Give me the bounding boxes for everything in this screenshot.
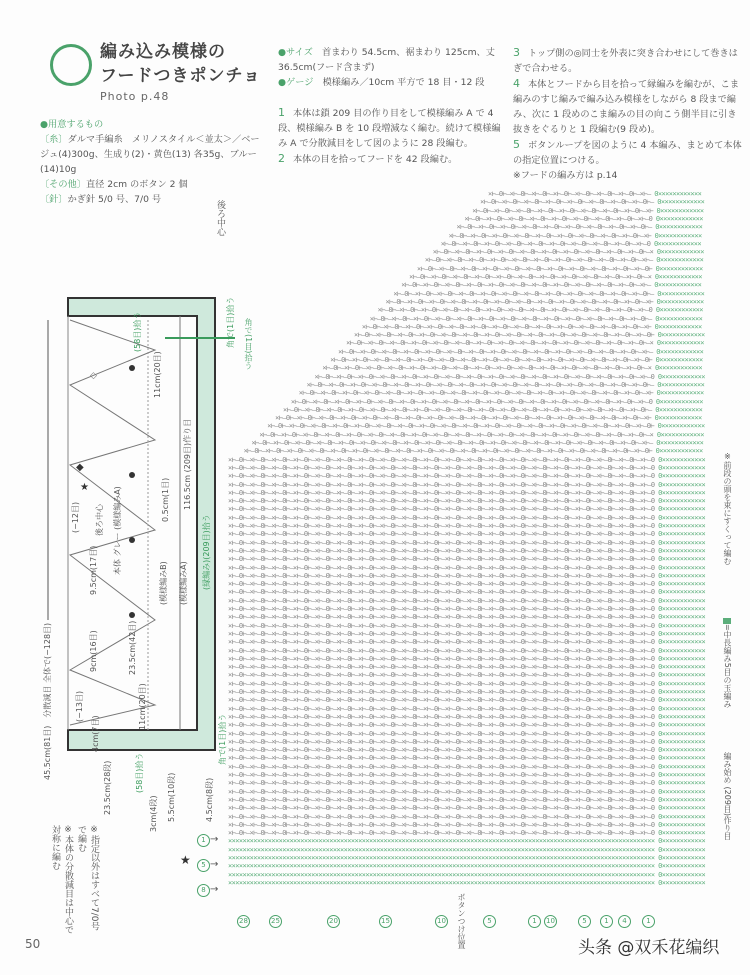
chart-row: ×⊢—0⊢—×⊢—0⊢—×⊢—0⊢—×⊢—0⊢—×⊢—0⊢—×⊢—0⊢—×⊢—0⊢—×⊢—0⊢—×⊢—0⊢—×⊢—0⊢—×⊢—0⊢—×⊢—0⊢—×⊢—0⊢—×⊢—0⊢—×⊢—0⊢—×⊢—0⊢—×⊢—0⊢—×⊢—0⊢—×⊢—0⊢—×⊢—0 0××××××××××××	[228, 712, 706, 721]
notes	[48, 825, 100, 935]
chart-row: ×⊢—0⊢—×⊢—0⊢—×⊢—0⊢—×⊢—0⊢—×⊢—0⊢—×⊢—0⊢—×⊢—0⊢—×⊢—0⊢—×⊢—0⊢—×⊢—0⊢—×⊢—0⊢—×⊢—0⊢—×⊢—0⊢—×⊢—0⊢—×⊢—0⊢—×⊢—0⊢—×⊢—0⊢—×⊢—0⊢—×⊢—0⊢—×⊢—0 0××××××××××××	[228, 820, 706, 829]
stitch-chart	[228, 190, 718, 890]
corner-bottom: 角で(1目)拾う	[218, 713, 227, 765]
row-number: 5	[483, 915, 496, 928]
pattern-b-label: (模様編みB)	[159, 561, 168, 605]
chart-row: ×⊢—0⊢—×⊢—0⊢—×⊢—0⊢—×⊢—0⊢—×⊢—0⊢—×⊢—0⊢—×⊢—0⊢—×⊢—0⊢—×⊢—0⊢—×⊢—0⊢—×⊢—0⊢—×⊢—0⊢—×⊢—0⊢—×⊢—0⊢—×⊢—0⊢—×⊢—0⊢—×⊢—0⊢—×⊢—0⊢—× 0××××××××××××	[259, 430, 704, 439]
title-line-2: フードつきポンチョ	[100, 66, 261, 86]
chart-row: ×⊢—0⊢—×⊢—0⊢—×⊢—0⊢—×⊢—0⊢—×⊢—0⊢—×⊢—0⊢—×⊢—0⊢—×⊢—0⊢—×⊢—0⊢—×⊢—0⊢—×⊢—0⊢—×⊢—0⊢—×⊢—0⊢—×⊢—0⊢—×⊢—0⊢—×⊢—0⊢—×⊢—0⊢—×⊢—0⊢—×⊢—0⊢—×⊢—0 0××××××××××××	[228, 729, 706, 738]
row-number: 1	[197, 834, 210, 847]
hood-note: ※フードの編み方は p.14	[513, 170, 618, 181]
schematic-diagram	[20, 290, 235, 835]
chart-row: ×⊢—0⊢—×⊢—0⊢—×⊢—0⊢—×⊢—0⊢—×⊢—0⊢—×⊢—0⊢—×⊢—0⊢—×⊢—0⊢—×⊢—0 0××××××××××××	[464, 214, 703, 223]
step-number: 2	[278, 152, 285, 165]
row-number: 10	[435, 915, 448, 928]
chart-row: ×⊢—0⊢—×⊢—0⊢—×⊢—0⊢—×⊢—0⊢—×⊢—0⊢—×⊢—0⊢—×⊢—0⊢—×⊢—0⊢—×⊢—0⊢—×⊢—0⊢—×⊢—0⊢—×⊢—0⊢—×⊢—0⊢—×⊢—0⊢—×⊢—0⊢—×⊢—0⊢—×⊢—0⊢—×⊢—0⊢—×⊢—0⊢—×⊢—0 0××××××××××××	[228, 588, 706, 597]
corner-top: 角で(1目)拾う	[226, 296, 235, 348]
chart-row: ×⊢—0⊢—×⊢—0⊢—×⊢—0⊢—×⊢—0⊢—×⊢—0⊢—×⊢—0⊢—×⊢—0⊢—×⊢—0⊢—×⊢—0⊢—×⊢—0⊢—×⊢—0⊢—×⊢—0⊢—×⊢—0⊢—×⊢—0⊢—×⊢—0⊢—×⊢—0⊢—×⊢—0⊢—×⊢—0⊢—×⊢—0⊢—×⊢—0 0××××××××××××	[228, 829, 706, 838]
chart-row: ×⊢—0⊢—×⊢—0⊢—×⊢—0⊢—×⊢—0⊢—×⊢—0⊢—×⊢—0⊢—×⊢—0⊢—×⊢—0⊢—×⊢—0⊢—×⊢—0⊢—×⊢—0⊢—×⊢—0⊢—×⊢—0⊢—×⊢—0⊢—×⊢—0⊢—×⊢—0⊢—×⊢—0⊢—×⊢—0⊢—×⊢—0⊢—×⊢—0 0××××××××××××	[228, 721, 706, 730]
chart-row: ×⊢—0⊢—×⊢—0⊢—×⊢—0⊢—×⊢—0⊢—×⊢—0⊢—×⊢—0⊢—×⊢—0⊢—×⊢—0⊢—×⊢—0⊢—×⊢—0⊢—×⊢—0⊢—×⊢—0⊢—×⊢—0⊢—×⊢—0⊢—×⊢—0⊢—×⊢—0⊢—×⊢—0⊢—×⊢—0⊢—×⊢—0⊢—×⊢—0 0××××××××××××	[228, 571, 706, 580]
chart-row: ×⊢—0⊢—×⊢—0⊢—×⊢—0⊢—×⊢—0⊢—×⊢—0⊢—×⊢—0⊢—×⊢—0⊢—×⊢—0⊢—×⊢—0⊢—×⊢—0⊢—×⊢—0⊢—×⊢—0⊢—×⊢—0⊢—×⊢—0⊢—×⊢—0⊢ 0××××××××××××	[330, 356, 703, 364]
chart-row: ×⊢—0⊢—×⊢—0⊢—×⊢—0⊢—×⊢—0⊢—×⊢—0⊢—×⊢—0⊢—×⊢—0⊢—×⊢—0⊢—×⊢—0⊢—×⊢—0⊢—×⊢—0⊢—×⊢—0⊢—×⊢—0⊢—×⊢—0⊢—×⊢—0⊢—×⊢—0⊢—×⊢—0⊢—×⊢—0⊢—×⊢—0⊢—×⊢—0 0××××××××××××	[228, 663, 706, 672]
chart-row: ×⊢—0⊢—×⊢—0⊢—×⊢—0⊢—×⊢—0⊢—×⊢—0⊢—×⊢—0⊢—×⊢—0⊢—×⊢—0⊢—×⊢—0⊢—×⊢—0⊢—×⊢—0⊢—×⊢—0⊢—×⊢—0⊢—×⊢—0⊢—×⊢—0⊢—×⊢—0⊢—×⊢—0⊢—×⊢ 0××××××××××××	[275, 414, 702, 423]
other-label: 〔その他〕	[40, 179, 86, 190]
chart-row: ×⊢—0⊢—×⊢—0⊢—×⊢—0⊢—×⊢—0⊢—×⊢—0⊢—×⊢—0⊢—×⊢—0⊢—×⊢—0⊢—×⊢—0⊢—×⊢—0⊢—×⊢—0⊢—×⊢—0⊢—×⊢—0⊢—×⊢—0⊢—×⊢—0⊢—×⊢—0⊢—×⊢—0⊢—×⊢—0⊢—×⊢—0⊢—×⊢—0 0××××××××××××	[228, 679, 706, 688]
yarn-text: ダルマ手編糸 メリノスタイル＜並太＞／ベージュ(4)300g、生成り(2)・黄色(13) 各35g、ブルー(14)10g	[40, 134, 260, 175]
height-4-5: 4.5cm(8段)	[205, 777, 214, 822]
height-23-5: 23.5cm(28段)	[103, 760, 112, 815]
total-width: 45.5cm(81目) 分散減目 全体で(−128目)	[43, 622, 52, 780]
chart-row: ×⊢—0⊢—×⊢—0⊢—×⊢—0⊢—×⊢—0⊢—×⊢—0⊢—×⊢—0⊢—×⊢—0⊢—×⊢—0⊢—×⊢—0⊢—×⊢—0⊢—×⊢—0⊢—×⊢—0⊢—×⊢—0⊢—×⊢—0⊢—×⊢—0⊢—×⊢—0⊢—×⊢—0⊢—×⊢—0⊢—×⊢—0⊢—×⊢—0 0××××××××××××	[228, 787, 706, 796]
decrease-12: (−12目)	[71, 501, 80, 533]
height-5-5: 5.5cm(10段)	[167, 772, 176, 822]
row-marker	[528, 908, 541, 928]
chart-row: ×××××××××××××××××××××××××××××××××××××××××××××××××××××××××××××××××××××××××××××××××××××××××××××××××××××××××××××××××××××× 0××××××××××××	[228, 837, 706, 846]
decrease-13: (−13目)	[75, 690, 84, 722]
step-text: 本体の目を拾ってフードを 42 段編む。	[293, 154, 458, 165]
chart-row: ×⊢—0⊢—×⊢—0⊢—×⊢—0⊢—×⊢—0⊢—×⊢—0⊢—×⊢—0⊢—×⊢—0⊢—×⊢— 0××××××××××××	[488, 190, 702, 198]
chart-row: ×⊢—0⊢—×⊢—0⊢—×⊢—0⊢—×⊢—0⊢—×⊢—0⊢—×⊢—0⊢—×⊢—0⊢—×⊢—0⊢—×⊢—0⊢—×⊢—0⊢—×⊢—0⊢—×⊢—0⊢—×⊢—0⊢—×⊢—0⊢—×⊢—0⊢—×⊢—0⊢—×⊢—0⊢—×⊢—0⊢—×⊢—0⊢—×⊢—0 0××××××××××××	[228, 746, 706, 755]
width-11-bottom: 11cm(20目)	[138, 683, 147, 730]
chart-row: ×⊢—0⊢—×⊢—0⊢—×⊢—0⊢—×⊢—0⊢—×⊢—0⊢—×⊢—0⊢—×⊢—0⊢—×⊢—0⊢—×⊢—0⊢—×⊢—0⊢—×⊢—0⊢—×⊢—0⊢—×⊢—0⊢—×⊢—0⊢—×⊢—0⊢—×⊢—0⊢—×⊢—0⊢— 0××××××××××××	[282, 405, 703, 414]
step-text: トップ側の◎同士を外表に突き合わせにして巻きはぎで合わせる。	[513, 48, 738, 74]
chart-row: ×⊢—0⊢—×⊢—0⊢—×⊢—0⊢—×⊢—0⊢—×⊢—0⊢—×⊢—0⊢—×⊢—0⊢—×⊢—0⊢—×⊢—0⊢—×⊢—0⊢—×⊢—0⊢—×⊢—0⊢—×⊢—0⊢—×⊢—0⊢—×⊢—0⊢—×⊢—0⊢—×⊢—0⊢—×⊢—0⊢—×⊢—0⊢—×⊢—0 0××××××××××××	[228, 654, 706, 663]
row-number: 5	[578, 915, 591, 928]
chart-row: ×⊢—0⊢—×⊢—0⊢—×⊢—0⊢—×⊢—0⊢—×⊢—0⊢—×⊢—0⊢—×⊢—0⊢—×⊢—0⊢—×⊢—0⊢—×⊢—0⊢—×⊢—0⊢—×⊢—0⊢—×⊢—0⊢—×⊢—0⊢—×⊢—0⊢—×⊢—0⊢—×⊢—0⊢—×⊢—0⊢—×⊢—0⊢—×⊢—0 0××××××××××××	[228, 812, 706, 821]
width-9-5: 9.5cm(17目)	[89, 545, 98, 595]
chart-row: ×⊢—0⊢—×⊢—0⊢—×⊢—0⊢—×⊢—0⊢—×⊢—0⊢—×⊢—0⊢—×⊢—0⊢—×⊢—0⊢—×⊢—0⊢—×⊢—0⊢—×⊢—0⊢—×⊢—0⊢—×⊢—0⊢—×⊢—0⊢—×⊢—0⊢—×⊢—0⊢—×⊢—0⊢—×⊢—0⊢—×⊢—0⊢—×⊢—0 0××××××××××××	[228, 779, 706, 788]
chart-stitch-note: ※前段の頭を束にすくって編む	[723, 452, 732, 565]
note: ※指定以外はすべて7/0号で編む	[76, 825, 99, 931]
button-position-label: ボタンつけ位置	[457, 893, 466, 949]
chart-row: ×⊢—0⊢—×⊢—0⊢—×⊢—0⊢—×⊢—0⊢—×⊢—0⊢—×⊢—0⊢—×⊢—0⊢—×⊢—0⊢—×⊢—0⊢—×⊢—0⊢—×⊢—0⊢—×⊢—0⊢—×⊢—0⊢—×⊢—0⊢—×⊢—0⊢—×⊢—0⊢—×⊢—0⊢—×⊢—0⊢—×⊢—0⊢—×⊢—0 0××××××××××××	[228, 771, 706, 779]
chart-row: ×⊢—0⊢—×⊢—0⊢—×⊢—0⊢—×⊢—0⊢—×⊢—0⊢—×⊢—0⊢—×⊢—0⊢—×⊢—0⊢—×⊢—0⊢—×⊢—0⊢—×⊢—0⊢—×⊢—0⊢—×⊢—0⊢—×⊢—0⊢—×⊢—0⊢—×⊢—0⊢—×⊢—0⊢—×⊢—0⊢—×⊢—0⊢—×⊢—0 0××××××××××××	[228, 754, 706, 763]
row-number: 4	[618, 915, 631, 928]
page-number: 50	[25, 937, 41, 951]
row-number: 15	[379, 915, 392, 928]
chart-row: ×⊢—0⊢—×⊢—0⊢—×⊢—0⊢—×⊢—0⊢—×⊢—0⊢—×⊢—0⊢—×⊢—0⊢—×⊢—0⊢—×⊢—0⊢—×⊢—0⊢—×⊢—0⊢—×⊢—0⊢—×⊢—0⊢—×⊢—0⊢—×⊢—0⊢—×⊢—0⊢—×⊢—0⊢—×⊢—0⊢—×⊢—0⊢—×⊢—0 0××××××××××××	[228, 538, 706, 547]
row-marker: 5 →	[197, 852, 218, 877]
open-diamond-icon: ◇	[90, 371, 97, 381]
chart-row: ×⊢—0⊢—×⊢—0⊢—×⊢—0⊢—×⊢—0⊢—×⊢—0⊢—×⊢—0⊢—×⊢—0⊢—×⊢—0⊢—×⊢—0⊢—×⊢—0⊢—×⊢—0⊢—×⊢—0⊢—×⊢—0⊢—×⊢—0⊢—×⊢—0⊢—×⊢—0⊢—×⊢—0⊢—×⊢—0⊢—×⊢—0⊢—×⊢—0 0××××××××××××	[228, 621, 706, 630]
chart-row: ×⊢—0⊢—×⊢—0⊢—×⊢—0⊢—×⊢—0⊢—×⊢—0⊢—×⊢—0⊢—×⊢—0⊢—×⊢—0⊢—×⊢—0⊢—×⊢—0⊢—×⊢—0⊢—×⊢—0⊢—×⊢—0⊢—×⊢—0⊢—×⊢—0⊢—×⊢—0⊢—×⊢—0⊢—×⊢—0⊢ 0××××××××××××	[267, 422, 705, 431]
star-mark-icon: ★	[80, 482, 89, 493]
chart-row: ×⊢—0⊢—×⊢—0⊢—×⊢—0⊢—×⊢—0⊢—×⊢—0⊢—×⊢—0⊢—×⊢—0⊢—×⊢—0⊢—×⊢—0⊢—×⊢—0⊢—×⊢—0⊢—×⊢—0⊢—×⊢—0⊢—×⊢—0⊢—×⊢—0⊢—×⊢—0⊢—×⊢—0⊢—×⊢—0⊢—×⊢—0⊢—×⊢—0 0××××××××××××	[228, 455, 706, 464]
chart-row: ×⊢—0⊢—×⊢—0⊢—×⊢—0⊢—×⊢—0⊢—×⊢—0⊢—×⊢—0⊢—×⊢—0⊢—×⊢—0⊢—×⊢—0⊢—×⊢—0⊢—×⊢—0⊢—×⊢—0⊢—×⊢—0⊢—×⊢—0⊢—×⊢—0⊢—×⊢—0⊢—×⊢—0⊢—×⊢—0⊢—×⊢—0⊢—×⊢—0 0××××××××××××	[228, 762, 706, 771]
row-marker	[269, 908, 282, 928]
chart-row: ×⊢—0⊢—×⊢—0⊢—×⊢—0⊢—×⊢—0⊢—×⊢—0⊢—×⊢—0⊢—×⊢—0⊢—×⊢—0⊢—×⊢—0⊢—×⊢—0⊢—×⊢—0⊢—×⊢—0⊢—×⊢—0⊢—×⊢—0⊢—×⊢—0⊢—×⊢—0⊢—×⊢—0⊢—×⊢—0⊢—×⊢—0⊢—×⊢—0 0××××××××××××	[228, 488, 706, 497]
edging-band	[68, 298, 215, 750]
chart-row: ×⊢—0⊢—×⊢—0⊢—×⊢—0⊢—×⊢—0⊢—×⊢—0⊢—×⊢—0⊢—×⊢—0⊢—×⊢—0⊢—×⊢—0⊢—×⊢—0⊢—×⊢—0⊢—×⊢—0⊢—×⊢—0⊢—×⊢—0⊢—×⊢—0⊢—×⊢—0⊢—×⊢—0⊢—×⊢—0⊢—×⊢—0⊢—×⊢—0 0××××××××××××	[228, 629, 706, 638]
chart-row: ×⊢—0⊢—×⊢—0⊢—×⊢—0⊢—×⊢—0⊢—×⊢—0⊢—×⊢—0⊢—×⊢—0⊢—×⊢—0⊢—×⊢—0⊢—×⊢—0⊢—×⊢—0⊢ 0××××××××××××	[417, 264, 703, 273]
row-number: 1	[528, 915, 541, 928]
chart-row: ×⊢—0⊢—×⊢—0⊢—×⊢—0⊢—×⊢—0⊢—×⊢—0⊢—×⊢—0⊢—×⊢—0⊢—×⊢—0⊢—×⊢—0⊢—×⊢—0⊢—×⊢—0⊢—×⊢—0⊢—×⊢—0⊢—×⊢—0⊢—×⊢—0⊢—×⊢—0⊢—×⊢—0⊢—×⊢—0⊢—×⊢—0⊢—×⊢—0 0××××××××××××	[228, 555, 706, 564]
step	[278, 105, 508, 151]
puff-legend	[722, 618, 733, 708]
step	[278, 151, 508, 167]
step-text: 本体は鎖 209 目の作り目をして模様編み A で 4 段、模様編み B を 10 段増減なく編む。続けて模様編み A で分散減目をして図のように 28 段編む。	[278, 108, 501, 149]
chart-row: ×⊢—0⊢—×⊢—0⊢—×⊢—0⊢—×⊢—0⊢—×⊢—0⊢—×⊢—0⊢—×⊢—0⊢—×⊢—0⊢—×⊢—0⊢—×⊢—0⊢—×⊢—0⊢—×⊢—0⊢—×⊢—0⊢—×⊢—0⊢—×⊢—0⊢—×⊢—0⊢—×⊢—0⊢—×⊢—0⊢—×⊢—0⊢—×⊢—0 0××××××××××××	[228, 497, 706, 506]
yarn	[40, 132, 265, 177]
steps-column	[513, 45, 743, 183]
specs-column	[278, 45, 508, 167]
gauge-label: ●ゲージ	[278, 77, 314, 88]
button-mark-icon	[129, 537, 135, 543]
chart-row: ×⊢—0⊢—×⊢—0⊢—×⊢—0⊢—×⊢—0⊢—×⊢—0⊢—×⊢—0⊢—×⊢—0⊢—×⊢—0⊢—×⊢—0⊢—×⊢—0⊢—×⊢—0⊢—×⊢—0⊢—×⊢—0⊢— 0××××××××××××	[369, 314, 703, 323]
row-number: 25	[269, 915, 282, 928]
step-number: 1	[278, 106, 285, 119]
row-marker	[237, 908, 250, 928]
chart-row: ×××××××××××××××××××××××××××××××××××××××××××××××××××××××××××××××××××××××××××××××××××××××××××××××××××××××××××××××××××××× 0××××××××××××	[228, 878, 706, 887]
chart-row: ×⊢—0⊢—×⊢—0⊢—×⊢—0⊢—×⊢—0⊢—×⊢—0⊢—×⊢—0⊢—×⊢—0⊢—×⊢—0⊢—×⊢—0⊢—×⊢—0⊢—×⊢—0⊢—×⊢—0⊢—×⊢—0⊢—×⊢—0⊢—×⊢—0⊢—×⊢—0⊢—×⊢—0⊢—×⊢—0⊢—×⊢—0⊢—×⊢—0 0××××××××××××	[228, 472, 706, 481]
row-number: 8	[197, 884, 210, 897]
row-marker	[435, 908, 448, 928]
row-number: 5	[197, 859, 210, 872]
chart-row: ×⊢—0⊢—×⊢—0⊢—×⊢—0⊢—×⊢—0⊢—×⊢—0⊢—×⊢—0⊢—×⊢—0⊢—×⊢—0⊢—×⊢—0⊢—×⊢—0⊢—×⊢—0⊢—×⊢—0⊢—×⊢—0⊢—×⊢—0⊢—×⊢—0⊢—×⊢—0⊢—×⊢—0⊢—×⊢—0⊢—×⊢—0⊢—×⊢—0 0××××××××××××	[228, 696, 706, 705]
body-label: 本体 グレー (模様編みA)	[113, 486, 122, 575]
chart-row: ×⊢—0⊢—×⊢—0⊢—×⊢—0⊢—×⊢—0⊢—×⊢—0⊢—×⊢—0⊢—×⊢—0⊢—×⊢—0⊢—×⊢—0⊢—×⊢—0⊢—×⊢—0⊢—×⊢—0⊢—×⊢—0⊢—×⊢—0⊢—×⊢—0⊢—×⊢—0⊢—×⊢—0⊢—×⊢—0⊢—×⊢—0⊢—×⊢—0 0××××××××××××	[228, 596, 706, 605]
height-3: 3cm(4段)	[149, 795, 158, 832]
needle-text: かぎ針 5/0 号、7/0 号	[67, 194, 162, 205]
chart-row: ×⊢—0⊢—×⊢—0⊢—×⊢—0⊢—×⊢—0⊢—×⊢—0⊢—×⊢—0⊢—×⊢—0⊢—×⊢—0⊢—×⊢—0⊢—×⊢—0⊢—×⊢—0⊢—×⊢—0⊢—×⊢—0⊢—×⊢—0⊢—×⊢—0⊢—×⊢—0⊢—×⊢—0⊢—×⊢—0⊢—×⊢—0⊢—×⊢—0 0××××××××××××	[228, 546, 706, 555]
title-line-1: 編み込み模様の	[100, 42, 226, 62]
chart-row: ×⊢—0⊢—×⊢—0⊢—×⊢—0⊢—×⊢—0⊢—×⊢—0⊢—×⊢—0⊢—×⊢—0⊢—×⊢—0⊢—×⊢—0⊢—×⊢—0⊢—×⊢—0⊢—×⊢—0⊢—×⊢—0⊢—×⊢—0⊢—×⊢—0⊢—×⊢—0⊢—×⊢—0⊢—×⊢—0⊢—×⊢—0⊢—×⊢—0 0××××××××××××	[228, 671, 706, 680]
width-4: 4cm(7目)	[91, 715, 100, 752]
chart-row: ×⊢—0⊢—×⊢—0⊢—×⊢—0⊢—×⊢—0⊢—×⊢—0⊢—×⊢—0⊢—×⊢—0⊢—×⊢—0⊢—×⊢—0⊢—×⊢—0⊢—×⊢—0⊢—×⊢—0⊢—×⊢—0⊢—×⊢—0⊢—×⊢—0⊢—×⊢—0⊢—×⊢—0⊢—×⊢—0⊢—×⊢— 0××××××××××××	[251, 439, 704, 447]
chart-row: ×⊢—0⊢—×⊢—0⊢—×⊢—0⊢—×⊢—0⊢—×⊢—0⊢—×⊢—0⊢—×⊢—0⊢—×⊢—0⊢—×⊢—0⊢—×⊢—0⊢—×⊢—0⊢—×⊢—0⊢—×⊢—0⊢—×⊢—0⊢—×⊢—0⊢—×⊢—0⊢—×⊢—0⊢—×⊢—0⊢—×⊢—0⊢—×⊢—0 0××××××××××××	[228, 646, 706, 655]
yarn-label: 〔糸〕	[40, 134, 68, 145]
chart-row: ×××××××××××××××××××××××××××××××××××××××××××××××××××××××××××××××××××××××××××××××××××××××××××××××××××××××××××××××××××××× 0××××××××××××	[228, 862, 706, 871]
chart-row: ×⊢—0⊢—×⊢—0⊢—×⊢—0⊢—×⊢—0⊢—×⊢—0⊢—×⊢—0⊢—×⊢—0⊢—×⊢—0⊢—×⊢—0⊢—×⊢ 0××××××××××××	[448, 231, 702, 240]
chart-row: ×⊢—0⊢—×⊢—0⊢—×⊢—0⊢—×⊢—0⊢—×⊢—0⊢—×⊢—0⊢—×⊢—0⊢—×⊢—0⊢—×⊢—0⊢—×⊢—0⊢—×⊢—0⊢—×⊢—0⊢—×⊢—0⊢—×⊢—0⊢—×⊢—0⊢—×⊢—0⊢—×⊢—0⊢—×⊢—0⊢—×⊢—0⊢—×⊢—0 0××××××××××××	[228, 513, 706, 522]
chart-row: ×××××××××××××××××××××××××××××××××××××××××××××××××××××××××××××××××××××××××××××××××××××××××××××××××××××××××××××××××××××× 0××××××××××××	[228, 845, 706, 854]
chart-row: ×⊢—0⊢—×⊢—0⊢—×⊢—0⊢—×⊢—0⊢—×⊢—0⊢—×⊢—0⊢—×⊢—0⊢—×⊢—0⊢—×⊢—0⊢—×⊢—0⊢—×⊢—0⊢—×⊢—0⊢—×⊢—0⊢—×⊢—0⊢—×⊢—0⊢—×⊢—0⊢—×⊢—0⊢—×⊢—0⊢—×⊢—0⊢—×⊢—0 0××××××××××××	[228, 688, 706, 696]
row-marker	[578, 908, 591, 928]
chart-row: ×⊢—0⊢—×⊢—0⊢—×⊢—0⊢—×⊢—0⊢—×⊢—0⊢—×⊢—0⊢—×⊢—0⊢—×⊢—0⊢—×⊢—0⊢—×⊢—0⊢—×⊢—0⊢—×⊢—0⊢—×⊢—0⊢—×⊢—0⊢—×⊢—0⊢—×⊢—0⊢—×⊢—0⊢—×⊢—0⊢—×⊢—0⊢—×⊢—0 0××××××××××××	[228, 530, 706, 539]
chart-row: ×⊢—0⊢—×⊢—0⊢—×⊢—0⊢—×⊢—0⊢—×⊢—0⊢—×⊢—0⊢—×⊢—0⊢—×⊢—0⊢—×⊢—0⊢— 0××××××××××××	[456, 223, 703, 232]
row-number: 1	[642, 915, 655, 928]
chart-row: ×⊢—0⊢—×⊢—0⊢—×⊢—0⊢—×⊢—0⊢—×⊢—0⊢—×⊢—0⊢—×⊢—0⊢—×⊢—0⊢—×⊢—0⊢—×⊢—0⊢—×⊢—0⊢—×⊢—0⊢—×⊢—0⊢—×⊢ 0××××××××××××	[361, 322, 702, 331]
left-row-markers	[197, 827, 218, 902]
chart-row: ×⊢—0⊢—×⊢—0⊢—×⊢—0⊢—×⊢—0⊢—×⊢—0⊢—×⊢—0⊢—×⊢—0⊢—×⊢—0⊢—×⊢—0⊢—×⊢—0⊢—×⊢—0⊢—×⊢—0⊢—×⊢—0⊢—×⊢—0⊢—×⊢—0⊢—×⊢—0⊢—×⊢—0⊢—×⊢—0⊢—×⊢—0⊢—×⊢—0 0××××××××××××	[228, 463, 706, 472]
button-mark-icon	[129, 612, 135, 618]
button-mark-icon	[129, 365, 135, 371]
chart-row: ×⊢—0⊢—×⊢—0⊢—×⊢—0⊢—×⊢—0⊢—×⊢—0⊢—×⊢—0⊢—×⊢—0⊢—×⊢—0⊢—×⊢—0⊢—×⊢—0⊢—×⊢—0⊢—×⊢—0⊢—×⊢—0 0××××××××××××	[377, 306, 703, 315]
chart-row: ×⊢—0⊢—×⊢—0⊢—×⊢—0⊢—×⊢—0⊢—×⊢—0⊢—×⊢—0⊢—×⊢—0⊢—×⊢—0⊢—×⊢—0⊢—×⊢—0⊢—×⊢—0⊢—×⊢—0⊢—×⊢—0⊢—×⊢—0⊢—×⊢—0⊢—×⊢—0⊢—×⊢—0⊢—×⊢—0⊢—×⊢—0⊢—×⊢—0 0××××××××××××	[228, 563, 706, 572]
step-number: 3	[513, 46, 520, 59]
watermark: 头条 @双禾花编织	[578, 938, 720, 958]
size-text: 首まわり 54.5cm、裾まわり 125cm、丈 36.5cm(フード含まず)	[278, 47, 495, 73]
row-number: 10	[544, 915, 557, 928]
step	[513, 137, 743, 168]
step-text: 本体とフードから目を拾って縁編みを編むが、こま編みのすじ編みで編み込み模様をしながら 8 段まで編み、次に 1 段めのこま編みの目の向こう側半目に引き抜きをぐるりと 1 段編む(9 段め)。	[513, 79, 740, 135]
step-number: 4	[513, 77, 520, 90]
row-marker: 1 →	[197, 827, 218, 852]
chart-row: ×⊢—0⊢—×⊢—0⊢—×⊢—0⊢—×⊢—0⊢—×⊢—0⊢—×⊢—0⊢—×⊢—0⊢—×⊢—0⊢—×⊢—0⊢—×⊢—0⊢—×⊢—0⊢—×⊢—0⊢—×⊢—0⊢—×⊢—0⊢—×⊢—0⊢—×⊢—0⊢—×⊢—0⊢—×⊢—0⊢—×⊢—0⊢—×⊢—0 0××××××××××××	[228, 505, 706, 514]
row-marker	[483, 908, 496, 928]
chart-row: ×⊢—0⊢—×⊢—0⊢—×⊢—0⊢—×⊢—0⊢—×⊢—0⊢—×⊢—0⊢—×⊢—0⊢—×⊢—0⊢—×⊢—0⊢—×⊢—0⊢—×⊢—0⊢—×⊢—0⊢—×⊢—0⊢—×⊢—0⊢—×⊢—0⊢—×⊢—0⊢—×⊢—0⊢—×⊢—0⊢—×⊢—0⊢—×⊢—0 0××××××××××××	[228, 580, 706, 589]
chart-row: ×⊢—0⊢—×⊢—0⊢—×⊢—0⊢—×⊢—0⊢—×⊢—0⊢—×⊢—0⊢—×⊢—0⊢—×⊢—0⊢— 0××××××××××××	[480, 198, 705, 207]
half-width: 0.5cm(1目)	[161, 477, 170, 522]
chart-row: ×⊢—0⊢—×⊢—0⊢—×⊢—0⊢—×⊢—0⊢—×⊢—0⊢—×⊢—0⊢—×⊢—0⊢—×⊢—0⊢—×⊢—0⊢—×⊢—0⊢—×⊢—0⊢—×⊢—0⊢—×⊢—0⊢—×⊢—0⊢—×⊢—0⊢—×⊢—0⊢—×⊢—0⊢—×⊢—0⊢—×⊢—0⊢—×⊢—0 0××××××××××××	[228, 638, 706, 647]
chart-row: ×⊢—0⊢—×⊢—0⊢—×⊢—0⊢—×⊢—0⊢—×⊢—0⊢—×⊢—0⊢—×⊢—0⊢—×⊢—0⊢—×⊢—0⊢—×⊢—0⊢—×⊢—0⊢—×⊢—0⊢—×⊢—0⊢—×⊢—0⊢—×⊢—0⊢—×⊢—0⊢—×⊢ 0××××××××××××	[298, 389, 704, 398]
step-number: 5	[513, 138, 520, 151]
photo-ref: Photo p.48	[100, 90, 170, 103]
size-label: ●サイズ	[278, 47, 313, 58]
chart-back-center: 後ろ中心	[215, 200, 225, 236]
chain-count: 116.5cm (209目)作り目	[183, 418, 192, 510]
chart-row: ×⊢—0⊢—×⊢—0⊢—×⊢—0⊢—×⊢—0⊢—×⊢—0⊢—×⊢—0⊢—×⊢—0⊢—×⊢—0⊢—×⊢—0⊢—×⊢—0⊢—×⊢—0⊢—×⊢—0⊢—×⊢—0⊢—×⊢—0⊢—×⊢—0⊢—×⊢—0⊢—×⊢—0⊢—×⊢—0⊢—×⊢—0⊢—×⊢—0 0××××××××××××	[228, 480, 706, 489]
chart-start: 編み始め (209目)作り目	[723, 752, 732, 841]
width-11-top: 11cm(20目)	[153, 351, 162, 398]
row-marker	[327, 908, 340, 928]
size	[278, 45, 508, 75]
chart-corner: 角で(1目)拾う	[244, 318, 253, 370]
pattern-a-label: (模様編みA)	[179, 561, 188, 605]
chart-row: ×⊢—0⊢—×⊢—0⊢—×⊢—0⊢—×⊢—0⊢—×⊢—0⊢—×⊢—0⊢—×⊢—0⊢—×⊢—0⊢—×⊢—0⊢—×⊢—0⊢—×⊢— 0××××××××××××	[424, 256, 704, 265]
chart-row: ×⊢—0⊢—×⊢—0⊢—×⊢—0⊢—×⊢—0⊢—×⊢—0⊢—×⊢—0⊢—×⊢—0⊢—×⊢—0⊢—×⊢—0⊢—×⊢—0⊢—×⊢—0⊢—×⊢—0⊢—×⊢—0⊢—×⊢—0⊢—×⊢—0⊢—×⊢—0⊢—×⊢—0⊢—×⊢—0⊢—×⊢—0⊢—×⊢—0 0××××××××××××	[228, 704, 706, 713]
chart-row: ×⊢—0⊢—×⊢—0⊢—×⊢—0⊢—×⊢—0⊢—×⊢—0⊢—×⊢—0⊢—×⊢—0⊢—×⊢—0⊢—×⊢—0⊢—×⊢—0⊢—×⊢—0⊢—×⊢—0⊢—×⊢—0⊢—×⊢—0⊢—×⊢—0⊢—×⊢—0⊢— 0××××××××××××	[306, 380, 705, 389]
diamond-mark-icon: ◆	[76, 462, 84, 473]
row-marker	[544, 908, 557, 928]
chart-row: ×⊢—0⊢—×⊢—0⊢—×⊢—0⊢—×⊢—0⊢—×⊢—0⊢—×⊢—0⊢—×⊢—0⊢—×⊢—0⊢—×⊢—0⊢—×⊢—0⊢—×⊢—0⊢—×⊢—0⊢—×⊢—0⊢—×⊢—0⊢—×⊢—0⊢—×⊢—0⊢—×⊢—0 0××××××××××××	[290, 397, 703, 406]
row-marker	[618, 908, 631, 928]
row-marker	[642, 908, 655, 928]
chart-row: ×××××××××××××××××××××××××××××××××××××××××××××××××××××××××××××××××××××××××××××××××××××××××××××××××××××××××××××××××××××× 0××××××××××××	[228, 854, 706, 862]
chart-row: ×⊢—0⊢—×⊢—0⊢—×⊢—0⊢—×⊢—0⊢—×⊢—0⊢—×⊢—0⊢—×⊢—0⊢—×⊢—0⊢—×⊢—0⊢—×⊢—0⊢—×⊢—0⊢—×⊢—0⊢—×⊢—0⊢—×⊢—0⊢—×⊢— 0××××××××××××	[338, 347, 704, 356]
row-number: 28	[237, 915, 250, 928]
chart-row: ×⊢—0⊢—×⊢—0⊢—×⊢—0⊢—×⊢—0⊢—×⊢—0⊢—×⊢—0⊢—×⊢—0⊢—×⊢—0⊢—×⊢—0⊢—×⊢—0⊢—×⊢—0⊢—×⊢—0⊢—×⊢—0⊢—×⊢—0⊢ 0××××××××××××	[353, 331, 705, 340]
materials-heading: ●用意するもの	[40, 119, 104, 130]
chart-row: ×⊢—0⊢—×⊢—0⊢—×⊢—0⊢—×⊢—0⊢—×⊢—0⊢—×⊢—0⊢—×⊢—0⊢—×⊢—0⊢—×⊢—0⊢—×⊢—0⊢—×⊢—0⊢—×⊢—0⊢—×⊢—0⊢—×⊢—0⊢—×⊢—0⊢—×⊢—0⊢—×⊢—0⊢—×⊢—0⊢—×⊢—0⊢—×⊢—0 0××××××××××××	[228, 795, 706, 804]
back-center-label: 後ろ中心	[95, 504, 104, 536]
chart-row: ×⊢—0⊢—×⊢—0⊢—×⊢—0⊢—×⊢—0⊢—×⊢—0⊢—×⊢—0⊢—×⊢—0⊢—×⊢—0⊢—×⊢—0⊢—×⊢—0⊢—×⊢—0⊢—×⊢—0⊢—×⊢—0⊢—×⊢—0⊢—×⊢—0⊢—×⊢—0⊢—×⊢—0⊢—×⊢—0⊢—×⊢—0⊢—×⊢—0 0××××××××××××	[228, 522, 706, 530]
chart-row: ×⊢—0⊢—×⊢—0⊢—×⊢—0⊢—×⊢—0⊢—×⊢—0⊢—×⊢—0⊢—×⊢—0⊢—×⊢—0⊢—×⊢—0⊢—×⊢—0⊢—×⊢—0⊢—×⊢—0⊢—×⊢—0⊢—×⊢—0⊢—×⊢—0⊢—×⊢—0 0××××××××××××	[314, 372, 705, 381]
row-number: 20	[327, 915, 340, 928]
chart-row: ×⊢—0⊢—×⊢—0⊢—×⊢—0⊢—×⊢—0⊢—×⊢—0⊢—×⊢—0⊢—×⊢—0⊢—×⊢—0⊢—×⊢—0⊢—×⊢—0⊢—×⊢—0⊢—×⊢—0⊢— 0××××××××××××	[393, 289, 705, 298]
chart-row: ×⊢—0⊢—×⊢—0⊢—×⊢—0⊢—×⊢—0⊢—×⊢—0⊢—×⊢—0⊢—×⊢—0⊢—×⊢—0⊢—×⊢—0⊢—×⊢—0⊢—× 0××××××××××××	[432, 248, 704, 257]
chart-row: ×××××××××××××××××××××××××××××××××××××××××××××××××××××××××××××××××××××××××××××××××××××××××××××××××××××××××××××××××××××× 0××××××××××××	[228, 870, 706, 879]
chart-row: ×⊢—0⊢—×⊢—0⊢—×⊢—0⊢—×⊢—0⊢—×⊢—0⊢—×⊢—0⊢—×⊢—0⊢—×⊢—0⊢—×⊢—0⊢—×⊢—0 0××××××××××××	[440, 239, 701, 248]
width-9: 9cm(16目)	[89, 630, 98, 672]
other-text: 直径 2cm のボタン 2 個	[85, 179, 188, 190]
chart-row: ×⊢—0⊢—×⊢—0⊢—×⊢—0⊢—×⊢—0⊢—×⊢—0⊢—×⊢—0⊢—×⊢—0⊢—×⊢—0⊢—×⊢ 0××××××××××××	[472, 206, 704, 215]
page-title	[100, 40, 261, 88]
chart-row: ×⊢—0⊢—×⊢—0⊢—×⊢—0⊢—×⊢—0⊢—×⊢—0⊢—×⊢—0⊢—×⊢—0⊢—×⊢—0⊢—×⊢—0⊢—×⊢—0⊢—×⊢—0⊢—×⊢— 0××××××××××××	[401, 281, 702, 290]
chart-row: ×⊢—0⊢—×⊢—0⊢—×⊢—0⊢—×⊢—0⊢—×⊢—0⊢—×⊢—0⊢—×⊢—0⊢—×⊢—0⊢—×⊢—0⊢—×⊢—0⊢—×⊢—0⊢—×⊢—0⊢—×⊢ 0××××××××××××	[385, 297, 704, 306]
step	[513, 76, 743, 137]
gauge	[278, 75, 508, 90]
chart-row: ×⊢—0⊢—×⊢—0⊢—×⊢—0⊢—×⊢—0⊢—×⊢—0⊢—×⊢—0⊢—×⊢—0⊢—×⊢—0⊢—×⊢—0⊢—×⊢—0⊢—×⊢—0⊢—×⊢—0⊢—×⊢—0⊢—×⊢—0⊢—×⊢—0⊢—×⊢—0⊢—×⊢—0⊢—×⊢—0⊢—×⊢—0⊢—×⊢—0 0××××××××××××	[228, 737, 706, 746]
chart-row: ×⊢—0⊢—×⊢—0⊢—×⊢—0⊢—×⊢—0⊢—×⊢—0⊢—×⊢—0⊢—×⊢—0⊢—×⊢—0⊢—×⊢—0⊢—×⊢—0⊢—×⊢—0⊢—×⊢—0⊢—×⊢—0⊢—×⊢—0⊢—×⊢—0⊢—×⊢—0⊢—×⊢—0⊢—×⊢—0⊢—×⊢—0⊢—×⊢—0 0××××××××××××	[228, 605, 706, 613]
row-number: 1	[600, 915, 613, 928]
pick-58-bottom: (58目)拾う	[135, 752, 144, 793]
row-marker	[600, 908, 613, 928]
chart-row: ×⊢—0⊢—×⊢—0⊢—×⊢—0⊢—×⊢—0⊢—×⊢—0⊢—×⊢—0⊢—×⊢—0⊢—×⊢—0⊢—×⊢—0⊢—×⊢—0⊢—×⊢—0⊢—× 0××××××××××××	[409, 273, 702, 281]
step-text: ボタンループを図のように 4 本編み、まとめて本体の指定位置につける。	[513, 140, 742, 166]
button-mark-icon	[129, 472, 135, 478]
title-circle-icon	[50, 44, 92, 86]
puff-legend-text: =中長編み5目の玉編み	[723, 624, 732, 708]
note: ※本体の分散減目は中心で対称に編む	[50, 825, 73, 934]
chart-row: ×⊢—0⊢—×⊢—0⊢—×⊢—0⊢—×⊢—0⊢—×⊢—0⊢—×⊢—0⊢—×⊢—0⊢—×⊢—0⊢—×⊢—0⊢—×⊢—0⊢—×⊢—0⊢—×⊢—0⊢—×⊢—0⊢—×⊢—0⊢—×⊢—0⊢—×⊢—0⊢—×⊢—0⊢—×⊢—0⊢—×⊢—0⊢—×⊢—0 0××××××××××××	[228, 613, 706, 622]
row-marker	[379, 908, 392, 928]
star-icon: ★	[180, 853, 191, 867]
chart-row: ×⊢—0⊢—×⊢—0⊢—×⊢—0⊢—×⊢—0⊢—×⊢—0⊢—×⊢—0⊢—×⊢—0⊢—×⊢—0⊢—×⊢—0⊢—×⊢—0⊢—×⊢—0⊢—×⊢—0⊢—×⊢—0⊢—×⊢—0⊢—× 0××××××××××××	[346, 339, 704, 348]
chart-row: ×⊢—0⊢—×⊢—0⊢—×⊢—0⊢—×⊢—0⊢—×⊢—0⊢—×⊢—0⊢—×⊢—0⊢—×⊢—0⊢—×⊢—0⊢—×⊢—0⊢—×⊢—0⊢—×⊢—0⊢—×⊢—0⊢—×⊢—0⊢—×⊢—0⊢—×⊢—0⊢—×⊢—0⊢—×⊢—0⊢—×⊢—0⊢ 0××××××××××××	[243, 447, 703, 456]
gauge-text: 模様編み／10cm 平方で 18 目・12 段	[322, 77, 485, 88]
edging-label: (縁編み)(209目)拾う	[202, 514, 211, 590]
step	[513, 45, 743, 76]
chart-row: ×⊢—0⊢—×⊢—0⊢—×⊢—0⊢—×⊢—0⊢—×⊢—0⊢—×⊢—0⊢—×⊢—0⊢—×⊢—0⊢—×⊢—0⊢—×⊢—0⊢—×⊢—0⊢—×⊢—0⊢—×⊢—0⊢—×⊢—0⊢—×⊢—0⊢—× 0××××××××××××	[322, 364, 702, 373]
pick-58-top: (58目)拾う	[133, 311, 142, 352]
chart-row: ×⊢—0⊢—×⊢—0⊢—×⊢—0⊢—×⊢—0⊢—×⊢—0⊢—×⊢—0⊢—×⊢—0⊢—×⊢—0⊢—×⊢—0⊢—×⊢—0⊢—×⊢—0⊢—×⊢—0⊢—×⊢—0⊢—×⊢—0⊢—×⊢—0⊢—×⊢—0⊢—×⊢—0⊢—×⊢—0⊢—×⊢—0⊢—×⊢—0 0××××××××××××	[228, 804, 706, 813]
needle-label: 〔針〕	[40, 194, 68, 205]
width-23-5: 23.5cm(42目)	[128, 620, 137, 675]
row-marker: 8 →	[197, 877, 218, 902]
